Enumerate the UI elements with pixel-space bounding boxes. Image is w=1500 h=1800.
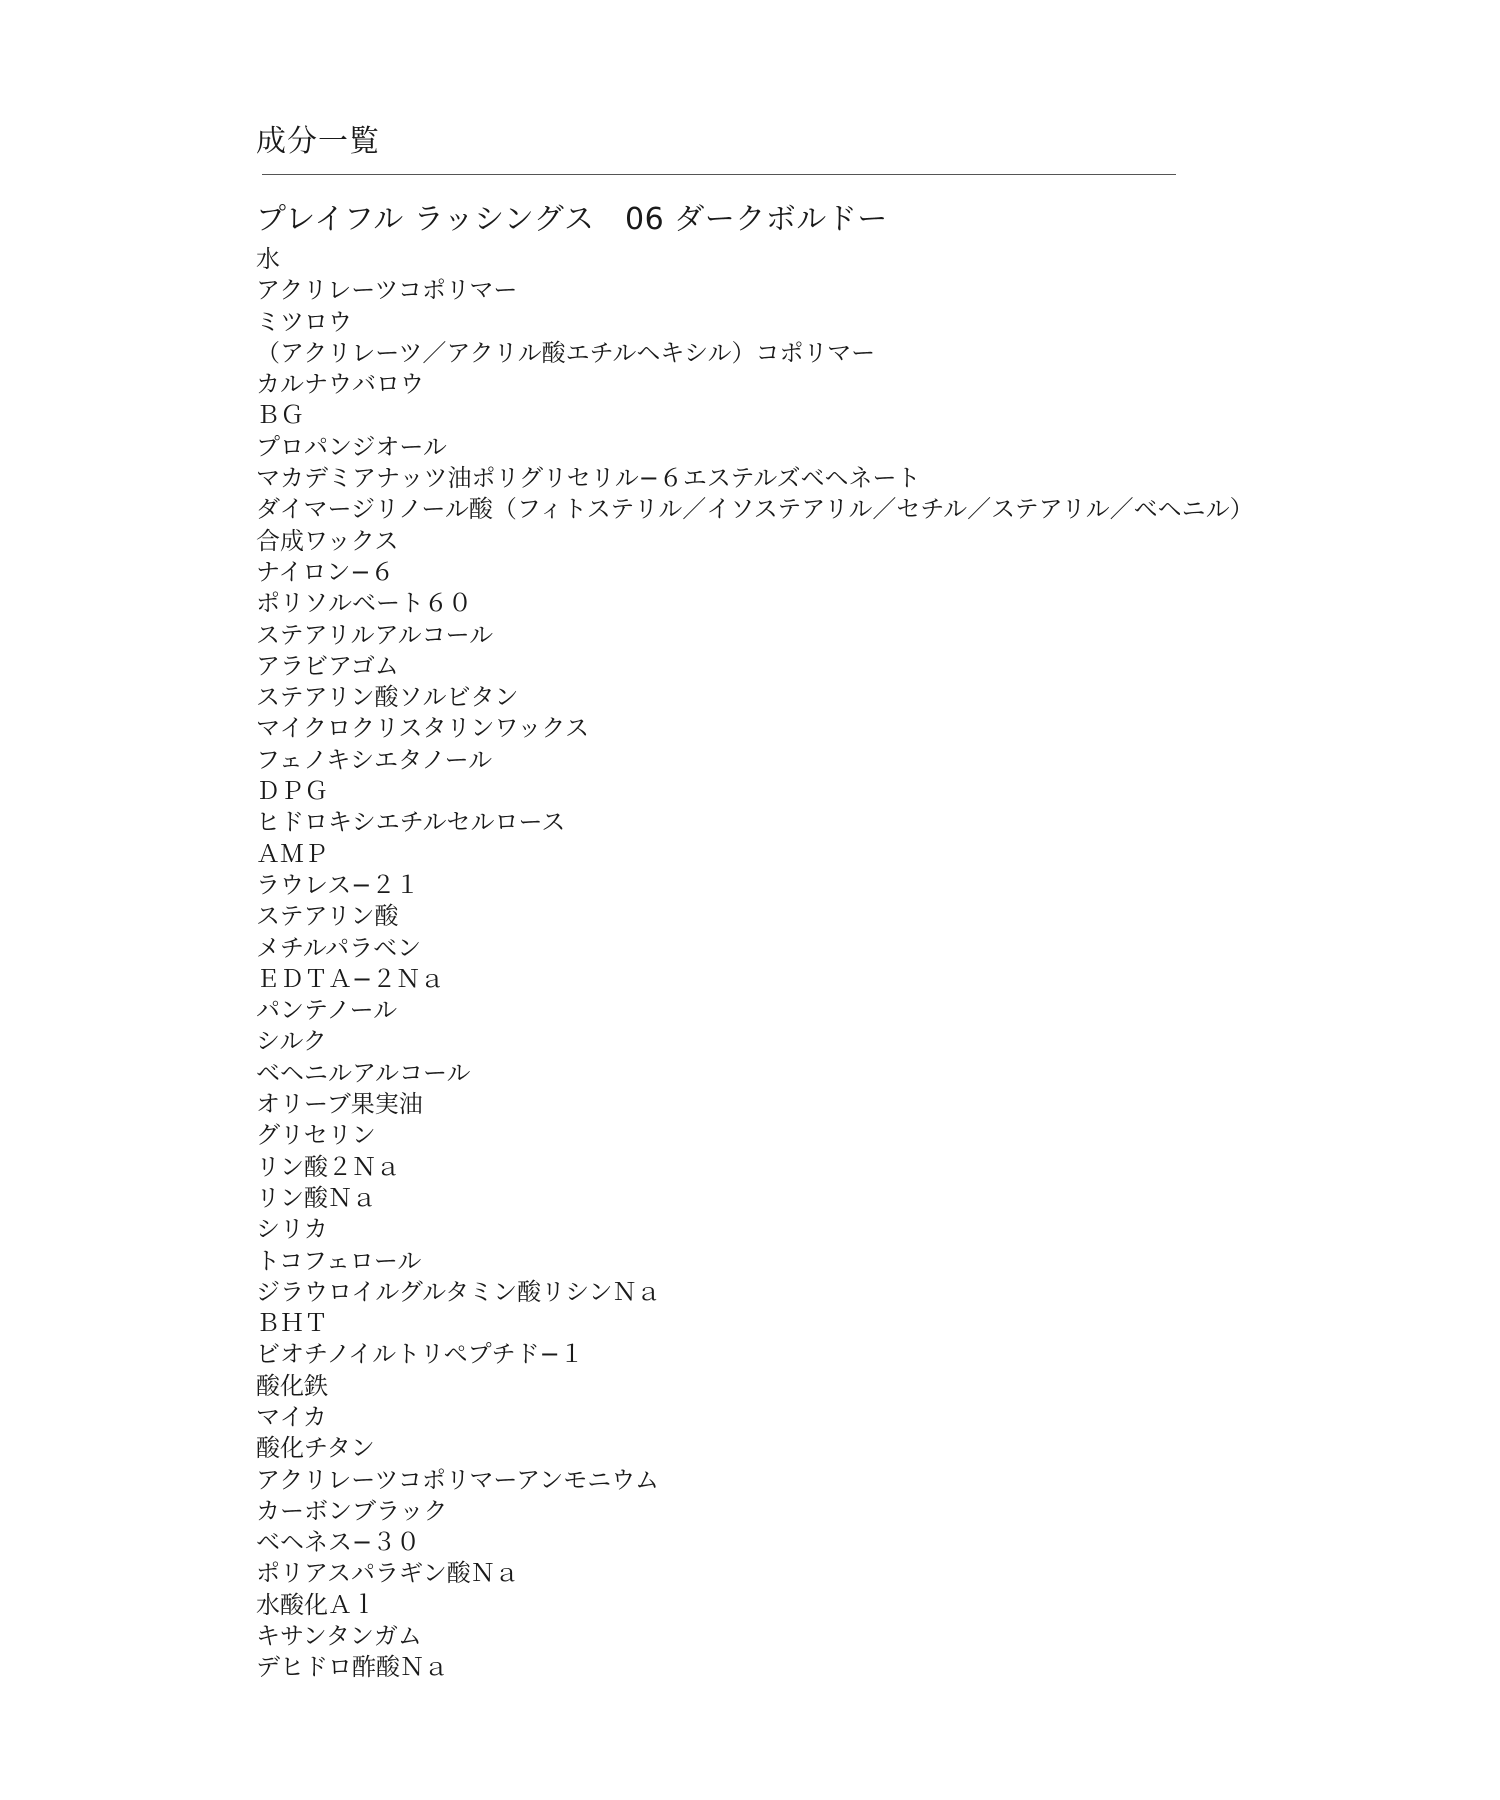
ingredient-item: プロパンジオール — [256, 432, 447, 461]
ingredient-item: ＥＤＴＡ−２Ｎａ — [256, 964, 445, 993]
ingredient-item: ベヘニルアルコール — [256, 1058, 471, 1087]
ingredient-item: 酸化チタン — [256, 1434, 375, 1463]
ingredient-item: ベヘネス−３０ — [256, 1528, 421, 1557]
ingredient-item: フェノキシエタノール — [256, 745, 493, 774]
ingredient-item: マイクロクリスタリンワックス — [256, 714, 590, 743]
ingredient-item: リン酸Ｎａ — [256, 1183, 376, 1212]
ingredient-item: ステアリン酸ソルビタン — [256, 683, 519, 712]
ingredient-item: ステアリルアルコール — [256, 620, 494, 649]
ingredient-item: アラビアゴム — [256, 651, 399, 680]
ingredient-item: ＡＭＰ — [256, 839, 328, 868]
ingredient-item: ＢＧ — [256, 401, 304, 430]
ingredient-item: 酸化鉄 — [256, 1371, 328, 1400]
ingredient-item: マイカ — [256, 1402, 327, 1431]
ingredient-item: ポリソルベート６０ — [256, 589, 472, 618]
ingredient-item: グリセリン — [256, 1121, 376, 1150]
ingredient-item: （アクリレーツ／アクリル酸エチルヘキシル）コポリマー — [256, 338, 876, 367]
ingredient-item: ポリアスパラギン酸Ｎａ — [256, 1559, 519, 1588]
heading-divider — [262, 174, 1176, 175]
ingredient-item: 水酸化Ａｌ — [256, 1590, 376, 1619]
ingredient-list — [256, 244, 1254, 1684]
ingredient-item: 水 — [256, 245, 280, 273]
ingredient-item: アクリレーツコポリマー — [256, 276, 518, 305]
ingredient-item: パンテノール — [256, 996, 398, 1025]
ingredient-item: トコフェロール — [256, 1246, 422, 1275]
ingredient-item: 合成ワックス — [256, 526, 399, 555]
page-heading: 成分一覧 — [256, 124, 380, 159]
ingredient-item: ＤＰＧ — [256, 777, 328, 806]
ingredient-item: ナイロン−６ — [256, 557, 395, 586]
product-title: プレイフル ラッシングス 06 ダークボルドー — [256, 202, 888, 237]
ingredient-item: ダイマージリノール酸（フィトステリル／イソステアリル／セチル／ステアリル／ベヘニル） — [256, 495, 1254, 524]
ingredient-item: ビオチノイルトリペプチド−１ — [256, 1340, 584, 1369]
ingredient-item: デヒドロ酢酸Ｎａ — [256, 1653, 448, 1682]
ingredient-item: ステアリン酸 — [256, 902, 399, 931]
ingredient-item: ミツロウ — [256, 307, 352, 336]
ingredient-item: カルナウバロウ — [256, 370, 424, 399]
ingredient-item: ＢＨＴ — [256, 1309, 328, 1338]
ingredient-item: ジラウロイルグルタミン酸リシンＮａ — [256, 1277, 661, 1306]
ingredient-item: カーボンブラック — [256, 1496, 448, 1525]
ingredient-item: メチルパラベン — [256, 933, 422, 962]
ingredient-item: ヒドロキシエチルセルロース — [256, 808, 566, 837]
ingredients-page — [256, 118, 1256, 1682]
ingredient-item: リン酸２Ｎａ — [256, 1152, 400, 1181]
ingredient-item: キサンタンガム — [256, 1622, 422, 1651]
ingredient-item: マカデミアナッツ油ポリグリセリル−６エステルズベヘネート — [256, 464, 921, 493]
ingredient-item: ラウレス−２１ — [256, 870, 420, 899]
ingredient-item: オリーブ果実油 — [256, 1090, 423, 1119]
ingredient-item: シルク — [256, 1027, 327, 1056]
ingredient-item: アクリレーツコポリマーアンモニウム — [256, 1465, 659, 1494]
ingredient-item: シリカ — [256, 1215, 328, 1244]
